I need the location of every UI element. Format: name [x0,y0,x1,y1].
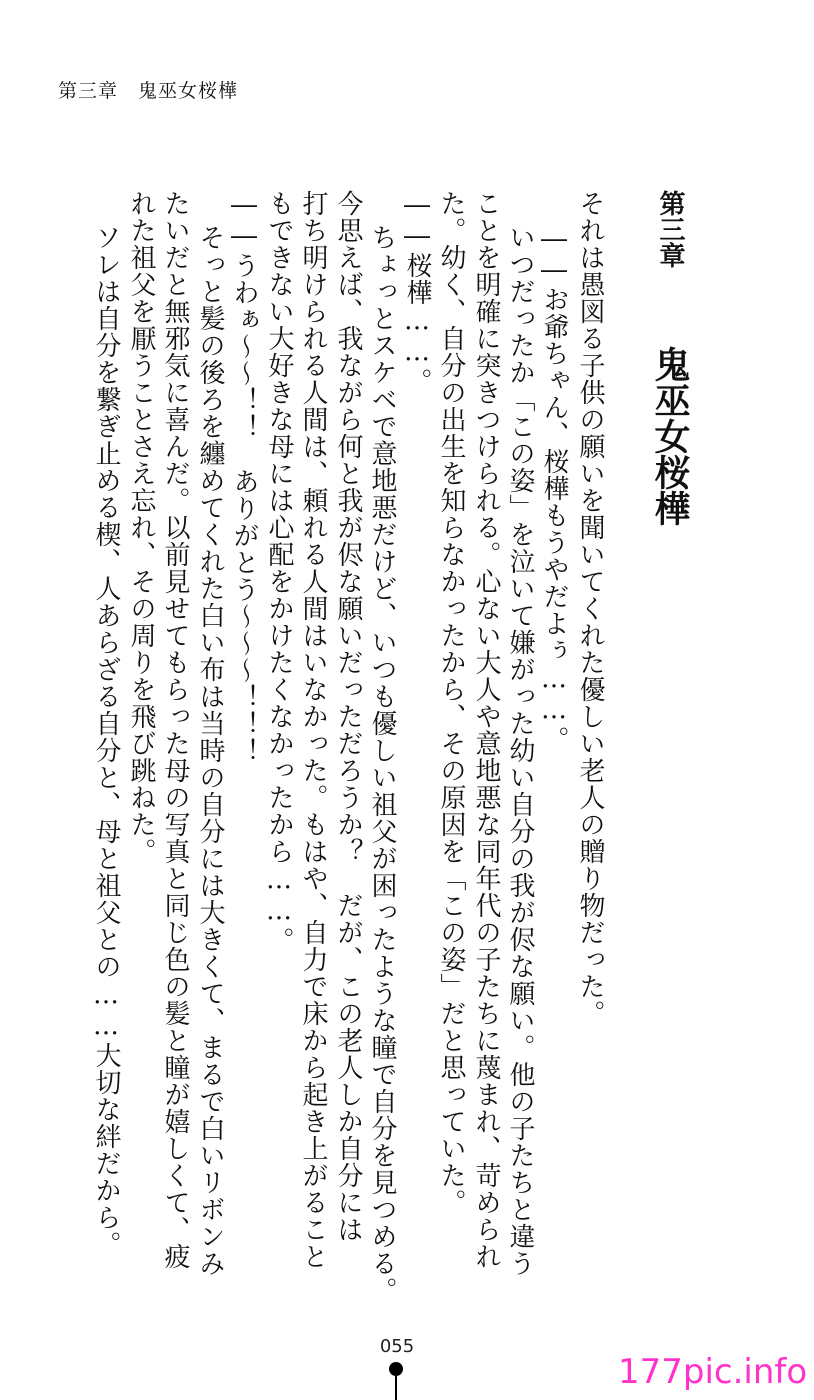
text-column: ――桜樺……。 [402,190,432,395]
text-column: 今思えば、我ながら何と我が侭な願いだっただろうか？ だが、この老人しか自分には [333,190,363,1243]
page-marker-line [395,1376,397,1400]
text-column: もできない大好きな母には心配をかけたくなかったから……。 [264,190,294,954]
text-column: た。幼く、自分の出生を知らなかったから、その原因を「この姿」だと思っていた。 [436,190,466,1216]
running-head: 第三章 鬼巫女桜樺 [58,80,239,102]
text-column: ソレは自分を繋ぎ止める楔、人あらざる自分と、母と祖父との……大切な絆だから。 [91,224,121,1258]
chapter-title [650,190,690,526]
text-column: れた祖父を厭うことさえ忘れ、その周りを飛び跳ねた。 [126,190,156,865]
text-column: たいだと無邪気に喜んだ。以前見せてもらった母の写真と同じ色の髪と瞳が嬉しくて、疲 [160,190,190,1270]
page-marker-dot [389,1362,403,1376]
text-column: ことを明確に突きつけられる。心ない大人や意地悪な同年代の子たちに蔑まれ、苛められ [471,190,501,1270]
text-column: ちょっとスケベで意地悪だけど、いつも優しい祖父が困ったような瞳で自分を見つめる。 [367,224,397,1304]
chapter-number: 第三章 [655,190,685,268]
text-column: それは愚図る子供の願いを聞いてくれた優しい老人の贈り物だった。 [575,190,605,1027]
watermark: 177pic.info [618,1352,808,1392]
text-column: ――お爺ちゃん、桜樺もうやだよぅ……。 [539,224,569,753]
page-number: 055 [379,1336,415,1357]
text-column: いつだったか「この姿」を泣いて嫌がった幼い自分の我が侭な願い。他の子たちと違う [505,224,535,1277]
chapter-name: 鬼巫女桜樺 [649,346,691,526]
text-column: そっと髪の後ろを纏めてくれた白い布は当時の自分には大きくて、まるで白いリボンみ [195,224,225,1277]
text-column: 打ち明けられる人間は、頼れる人間はいなかった。もはや、自力で床から起き上がること [298,190,328,1270]
text-column: ――うわぁ～～！！ ありがとう～～～！！！ [229,190,259,765]
